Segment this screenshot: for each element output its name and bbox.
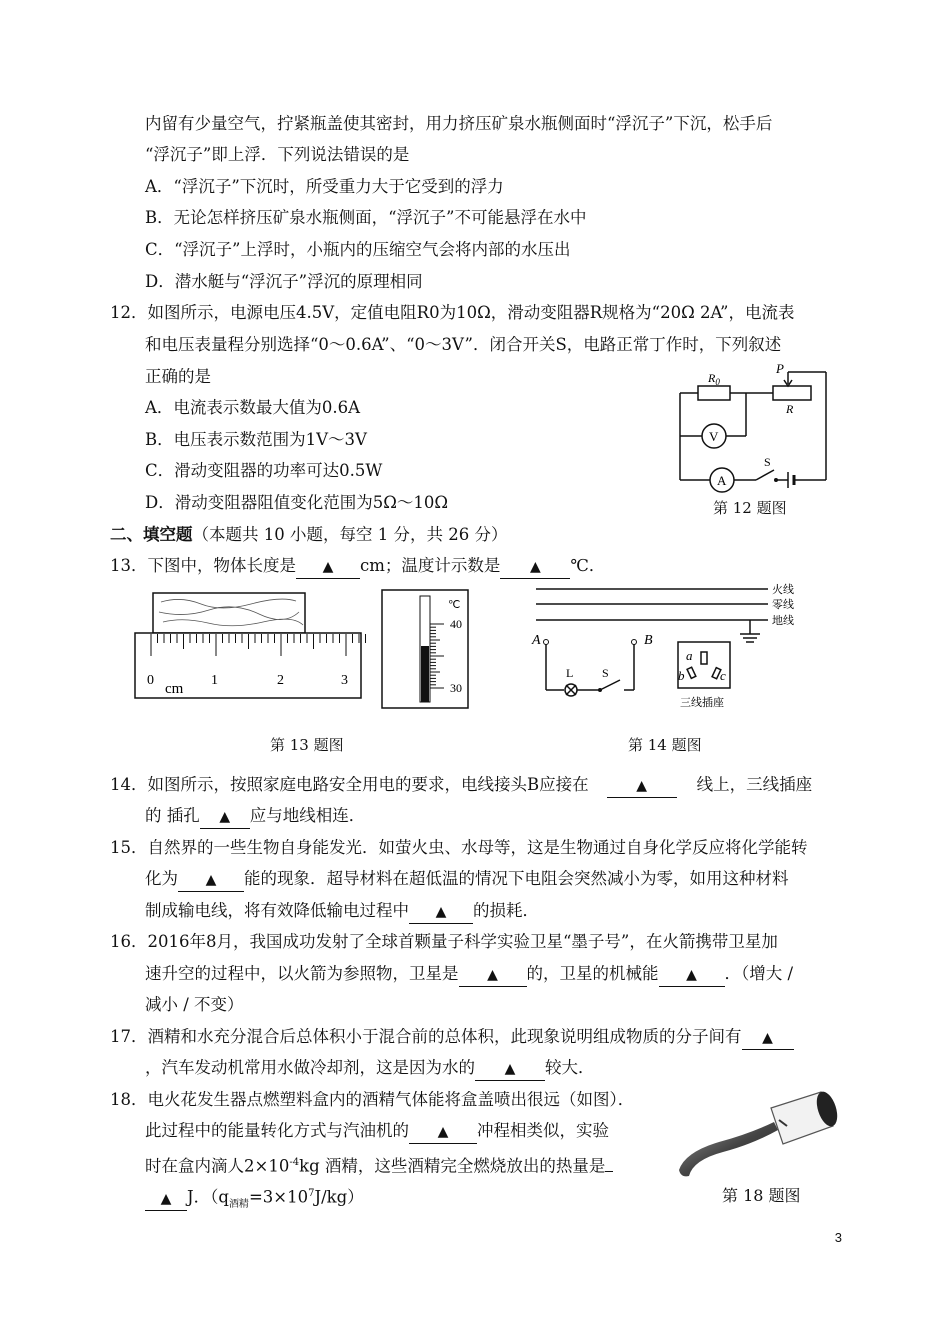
answer-blank[interactable]: ▲ xyxy=(475,1058,545,1081)
q12-line1: 12．如图所示，电源电压4.5V，定值电阻R0为10Ω，滑动变阻器R规格为“20Ω 2A”，电流表 xyxy=(110,303,795,322)
q17-line2: ，汽车发动机常用水做冷却剂，这是因为水的 ▲ 较大． xyxy=(145,1057,595,1081)
q15-line3: 制成输电线，将有效降低输电过程中 ▲ 的损耗． xyxy=(145,900,539,924)
q12-line2: 和电压表量程分别选择“0～0.6A”、“0～3V”．闭合开关S，电路正常丁作时，下列叙述 xyxy=(145,335,782,354)
q12-line3: 正确的是 xyxy=(145,367,211,386)
q13-text: 13．下图中，物体长度是 ▲ cm；温度计示数是 ▲ ℃． xyxy=(110,555,605,579)
q16-line1: 16．2016年8月，我国成功发射了全球首颗量子科学实验卫星“墨子号”，在火箭携带卫星加 xyxy=(110,932,778,951)
q11-line1: 内留有少量空气，拧紧瓶盖使其密封，用力挤压矿泉水瓶侧面时“浮沉子”下沉，松手后 xyxy=(145,114,773,133)
q18-line2: 此过程中的能量转化方式与汽油机的 ▲ 冲程相类似，实验 xyxy=(145,1120,609,1144)
q11-line2: “浮沉子”即上浮．下列说法错误的是 xyxy=(145,145,410,164)
answer-blank[interactable]: ▲ xyxy=(409,1121,477,1144)
ruler-tick-label: 3 xyxy=(341,673,348,688)
answer-blank[interactable]: ▲ xyxy=(145,1188,187,1211)
answer-blank[interactable]: ▲ xyxy=(296,556,360,579)
switch-label: S xyxy=(764,455,771,469)
answer-blank[interactable]: ▲ xyxy=(459,964,527,987)
voltmeter-label: V xyxy=(709,429,719,444)
point-a-label: A xyxy=(532,633,541,648)
ruler-tick-label: 0 xyxy=(147,673,154,688)
section-2-header: 二、填空题（本题共 10 小题，每空 1 分，共 26 分） xyxy=(110,525,508,544)
q12-option-c: C．滑动变阻器的功率可达0.5W xyxy=(145,461,383,480)
rheostat-r xyxy=(773,386,811,400)
answer-blank[interactable]: ▲ xyxy=(500,556,570,579)
point-b-label: B xyxy=(644,633,653,648)
ruler-tick-label: 2 xyxy=(277,673,284,688)
switch-label: S xyxy=(602,666,609,680)
answer-blank[interactable]: ▲ xyxy=(200,806,250,829)
q13-thermometer-figure xyxy=(380,586,470,712)
q16-line3: 减小 / 不变） xyxy=(145,995,244,1014)
answer-blank[interactable]: ▲ xyxy=(178,869,244,892)
q13-caption: 第 13 题图 xyxy=(270,736,344,754)
r-label: R xyxy=(786,402,794,416)
fire-wire-label: 火线 xyxy=(772,584,794,596)
q12-circuit-diagram xyxy=(668,360,838,495)
answer-blank[interactable]: ▲ xyxy=(409,901,473,924)
hole-c-label: c xyxy=(720,668,726,683)
q16-line2: 速升空的过程中，以火箭为参照物，卫星是 ▲ 的，卫星的机械能 ▲ ．（增大 / xyxy=(145,963,793,987)
hole-a-label: a xyxy=(686,648,693,663)
q14-line1: 14．如图所示，按照家庭电路安全用电的要求，电线接头B应接在 ▲ 线上，三线插座 xyxy=(110,774,812,798)
q13-ruler-figure xyxy=(133,588,368,710)
answer-blank[interactable]: ▲ xyxy=(607,775,677,798)
thermo-label-30: 30 xyxy=(450,681,462,695)
resistor-r0 xyxy=(698,386,730,400)
ammeter-label: A xyxy=(717,473,727,488)
hole-b-label: b xyxy=(678,668,685,683)
q12-option-d: D．滑动变阻器阻值变化范围为5Ω～10Ω xyxy=(145,493,449,512)
q17-line1: 17．酒精和水充分混合后总体积小于混合前的总体积，此现象说明组成物质的分子间有 ▲ xyxy=(110,1026,794,1050)
ruler-unit: cm xyxy=(165,681,184,697)
thermo-unit: ℃ xyxy=(448,599,461,611)
r0-label: $R_0$ xyxy=(708,371,720,387)
answer-blank[interactable]: ▲ xyxy=(742,1027,794,1050)
q18-line4: ▲ J．$(q_{酒精}=3\times 10^7J/kg)$ xyxy=(145,1183,364,1216)
socket-label: 三线插座 xyxy=(680,697,724,709)
q15-line1: 15．自然界的一些生物自身能发光．如萤火虫、水母等，这是生物通过自身化学反应将化学能转 xyxy=(110,838,808,857)
q14-caption: 第 14 题图 xyxy=(628,736,702,754)
q18-line1: 18．电火花发生器点燃塑料盒内的酒精气体能将盒盖喷出很远（如图）． xyxy=(110,1090,635,1109)
q11-option-d: D．潜水艇与“浮沉子”浮沉的原理相同 xyxy=(145,272,423,291)
q12-caption: 第 12 题图 xyxy=(713,499,787,517)
igniter-handle xyxy=(679,1122,778,1176)
q18-spark-generator-figure xyxy=(675,1090,845,1180)
answer-blank[interactable]: ▲ xyxy=(659,964,725,987)
q11-option-c: C．“浮沉子”上浮时，小瓶内的压缩空气会将内部的水压出 xyxy=(145,240,571,259)
ground-wire-label: 地线 xyxy=(772,615,794,627)
q14-household-circuit xyxy=(528,580,810,715)
page-number: 3 xyxy=(834,1230,842,1245)
q12-option-a: A．电流表示数最大值为0.6A xyxy=(145,398,361,417)
q15-line2: 化为 ▲ 能的现象．超导材料在超低温的情况下电阻会突然减小为零，如用这种材料 xyxy=(145,868,789,892)
p-label: P xyxy=(776,361,784,376)
q18-line3: 时在盒内滴人$2\times 10^{-4}kg$ 酒精，这些酒精完全燃烧放出的热量是 xyxy=(145,1152,613,1178)
ruler-tick-label: 1 xyxy=(211,673,218,688)
thermo-label-40: 40 xyxy=(450,617,462,631)
mercury-column xyxy=(421,646,429,702)
neutral-wire-label: 零线 xyxy=(772,599,794,611)
q14-line2: 的 插孔 ▲ 应与地线相连． xyxy=(145,805,365,829)
q11-option-a: A．“浮沉子”下沉时，所受重力大于它受到的浮力 xyxy=(145,177,504,196)
q18-caption: 第 18 题图 xyxy=(722,1186,801,1205)
lamp-label: L xyxy=(566,666,574,680)
q12-option-b: B．电压表示数范围为1V～3V xyxy=(145,430,367,449)
q11-option-b: B．无论怎样挤压矿泉水瓶侧面，“浮沉子”不可能悬浮在水中 xyxy=(145,208,587,227)
